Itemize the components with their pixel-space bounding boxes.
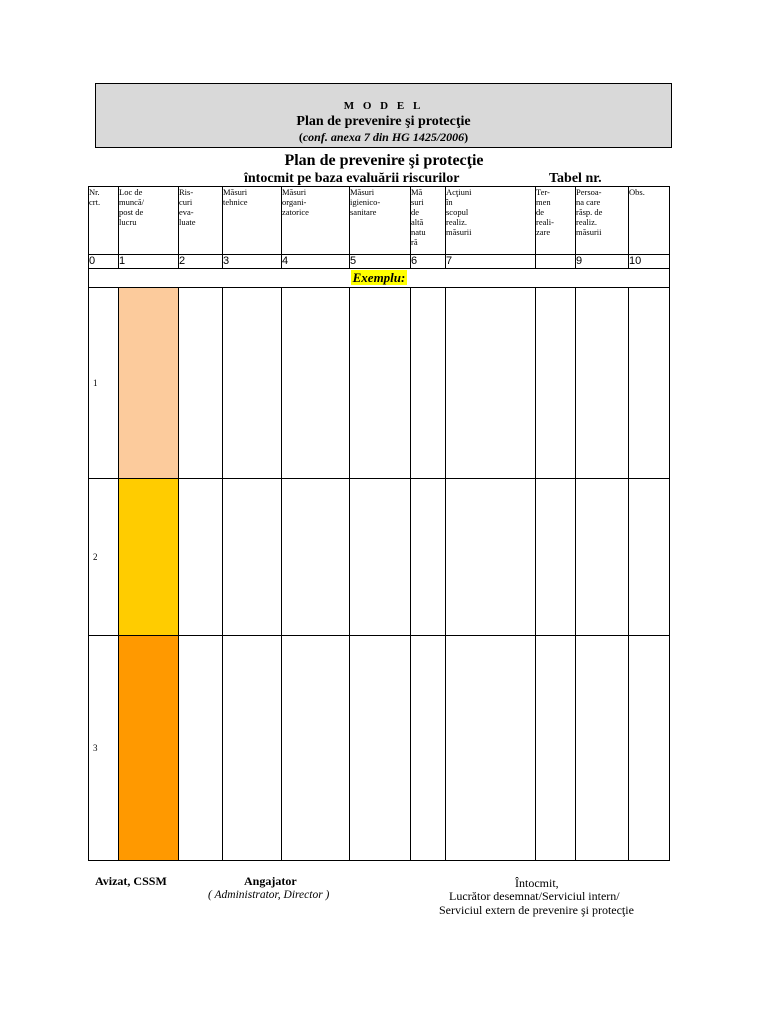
- header-cell: Acţiuni în scopul realiz. măsurii: [446, 187, 536, 255]
- table-cell: [446, 478, 536, 635]
- column-number-row: [89, 255, 670, 269]
- table-row: [89, 478, 670, 635]
- table-cell: [576, 636, 629, 861]
- table-cell: [223, 288, 282, 479]
- table-cell: [350, 288, 411, 479]
- column-number-cell: 3: [223, 255, 282, 269]
- column-number-cell: 4: [282, 255, 350, 269]
- footer-serviciul: Serviciul extern de prevenire şi protecţie: [439, 903, 634, 917]
- document-title: Plan de prevenire şi protecţie: [284, 152, 484, 169]
- example-cell: [89, 269, 670, 288]
- header-cell: Persoa- na care răsp. de realiz. măsurii: [576, 187, 629, 255]
- row-number-cell: 2: [89, 478, 119, 635]
- footer-avizat: Avizat, CSSM: [95, 874, 167, 888]
- model-reference: (conf. anexa 7 din HG 1425/2006): [298, 130, 469, 144]
- header-cell: Obs.: [629, 187, 670, 255]
- column-number-cell: 0: [89, 255, 119, 269]
- column-number-cell: 10: [629, 255, 670, 269]
- table-row: [89, 288, 670, 479]
- table-number-label: Tabel nr.: [549, 171, 602, 186]
- column-number-cell: [536, 255, 576, 269]
- table-cell: [282, 288, 350, 479]
- column-number-cell: 9: [576, 255, 629, 269]
- workplace-cell: [119, 478, 179, 635]
- table-cell: [629, 288, 670, 479]
- table-cell: [629, 636, 670, 861]
- table-cell: [179, 478, 223, 635]
- table-cell: [282, 636, 350, 861]
- table-cell: [446, 636, 536, 861]
- prevention-plan-table: [88, 186, 670, 861]
- table-cell: [223, 636, 282, 861]
- table-cell: [223, 478, 282, 635]
- footer-angajator: Angajator: [244, 874, 297, 888]
- column-number-cell: 7: [446, 255, 536, 269]
- table-cell: [411, 478, 446, 635]
- header-cell: Nr. crt.: [89, 187, 119, 255]
- row-number-cell: 1: [89, 288, 119, 479]
- column-number-cell: 6: [411, 255, 446, 269]
- table-cell: [536, 636, 576, 861]
- header-cell: Măsuri organi- zatorice: [282, 187, 350, 255]
- column-number-cell: 5: [350, 255, 411, 269]
- table-cell: [629, 478, 670, 635]
- column-number-cell: 2: [179, 255, 223, 269]
- table-cell: [282, 478, 350, 635]
- header-row: [89, 187, 670, 255]
- table-cell: [411, 636, 446, 861]
- workplace-cell: [119, 288, 179, 479]
- header-cell: Măsuri igienico- sanitare: [350, 187, 411, 255]
- table-cell: [411, 288, 446, 479]
- table-row: [89, 636, 670, 861]
- table-cell: [179, 636, 223, 861]
- header-cell: Ter- men de reali- zare: [536, 187, 576, 255]
- table-cell: [350, 478, 411, 635]
- column-number-cell: 1: [119, 255, 179, 269]
- document-subtitle: întocmit pe baza evaluării riscurilor: [244, 171, 460, 186]
- workplace-cell: [119, 636, 179, 861]
- example-label: Exemplu:: [352, 270, 406, 286]
- model-label: M O D E L: [343, 100, 424, 112]
- table-cell: [536, 478, 576, 635]
- model-header-box: [95, 83, 672, 148]
- footer-lucrator: Lucrător desemnat/Serviciul intern/: [449, 889, 620, 903]
- table-cell: [576, 288, 629, 479]
- footer-intocmit: Întocmit,: [515, 876, 559, 890]
- table-cell: [179, 288, 223, 479]
- table-cell: [576, 478, 629, 635]
- header-cell: Mă suri de altă natu ră: [411, 187, 446, 255]
- model-title: Plan de prevenire şi protecţie: [296, 114, 471, 129]
- table-cell: [446, 288, 536, 479]
- row-number-cell: 3: [89, 636, 119, 861]
- header-cell: Măsuri tehnice: [223, 187, 282, 255]
- header-cell: Loc de muncă/ post de lucru: [119, 187, 179, 255]
- header-cell: Ris- curi eva- luate: [179, 187, 223, 255]
- table-cell: [536, 288, 576, 479]
- footer-admin: ( Administrator, Director ): [208, 889, 330, 901]
- table-cell: [350, 636, 411, 861]
- example-row: [89, 269, 670, 288]
